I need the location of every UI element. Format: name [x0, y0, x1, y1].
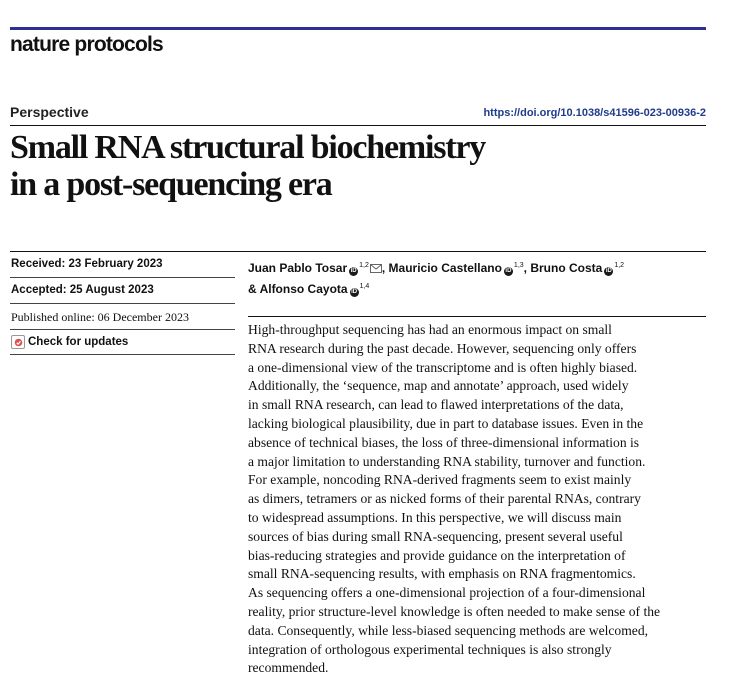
received-date: Received: 23 February 2023 [11, 258, 163, 270]
title-divider [10, 251, 706, 252]
check-updates-button[interactable] [11, 335, 128, 349]
author-name[interactable]: Mauricio Castellano [388, 261, 502, 275]
abstract-line: For example, noncoding RNA-derived fragments seem to exist mainly [248, 472, 632, 488]
abstract [248, 321, 708, 678]
abstract-line: absence of technical biases, the loss of three-dimensional information is [248, 434, 640, 450]
orcid-icon[interactable]: iD [605, 268, 612, 274]
published-date: Published online: 06 December 2023 [11, 310, 189, 324]
author-affiliation: 1,4 [359, 283, 370, 290]
abstract-line: bias-reducing strategies and provide guidance on the interpretation of [248, 547, 626, 563]
author-affiliation: 1,3 [513, 262, 524, 269]
meta-divider-4 [10, 354, 235, 355]
header-divider [10, 125, 706, 126]
doi-link[interactable]: https://doi.org/10.1038/s41596-023-00936-2 [483, 107, 706, 119]
meta-divider-2 [10, 303, 235, 304]
author-list [248, 257, 708, 298]
abstract-line: a major limitation to understanding RNA stability, turnover and function. [248, 453, 646, 469]
envelope-icon[interactable] [370, 261, 382, 278]
abstract-line: RNA research during the past decade. However, sequencing only offers [248, 340, 637, 356]
meta-divider-3 [10, 329, 235, 330]
orcid-icon[interactable]: iD [505, 268, 512, 274]
author-affiliation: 1,2 [614, 262, 625, 269]
author-name[interactable]: Bruno Costa [530, 261, 603, 275]
author-affiliation: 1,2 [359, 262, 369, 269]
abstract-line: High-throughput sequencing has had an enormous impact on small [248, 322, 612, 337]
journal-top-bar [10, 27, 706, 30]
orcid-icon[interactable]: iD [351, 289, 358, 295]
abstract-line: reality, prior structure-level knowledge is often needed to make sense of the [248, 603, 661, 619]
article-type: Perspective [10, 104, 89, 120]
abstract-line: Additionally, the ‘sequence, map and annotate’ approach, used widely [248, 378, 629, 394]
accepted-date: Accepted: 25 August 2023 [11, 284, 154, 296]
abstract-line: a one-dimensional view of the transcriptome and is often highly biased. [248, 359, 638, 375]
abstract-line: lacking biological plausibility, due in part to database issues. Even in the [248, 415, 644, 431]
article-title [10, 129, 485, 203]
title-line-2: in a post-sequencing era [10, 166, 332, 203]
check-updates-label: Check for updates [28, 336, 129, 348]
abstract-divider [248, 316, 706, 317]
author-name[interactable]: Juan Pablo Tosar [248, 261, 348, 275]
abstract-line: data. Consequently, while less-biased sequencing methods are welcomed, [248, 622, 649, 638]
author-separator: , [381, 261, 389, 275]
abstract-line: as dimers, tetramers or as nicked forms of their parental RNAs, contrary [248, 491, 641, 507]
author-separator: & [248, 282, 260, 296]
orcid-icon[interactable]: iD [350, 268, 357, 274]
abstract-line: small RNA-sequencing results, with emphasis on RNA fragmentomics. [248, 566, 636, 582]
author-separator: , [523, 261, 531, 275]
author-name[interactable]: Alfonso Cayota [259, 282, 348, 296]
meta-divider-1 [10, 277, 235, 278]
abstract-line: in small RNA research, can lead to flawed interpretations of the data, [248, 397, 624, 413]
abstract-line: As sequencing offers a one-dimensional projection of a four-dimensional [248, 585, 646, 601]
abstract-line: to widespread assumptions. In this perspective, we will discuss main [248, 509, 622, 525]
check-updates-icon [11, 335, 25, 349]
abstract-line: integration of orthologous experimental techniques is also strongly [248, 641, 612, 657]
abstract-line: sources of bias during small RNA-sequencing, present several useful [248, 528, 623, 544]
journal-name: nature protocols [10, 33, 163, 56]
title-line-1: Small RNA structural biochemistry [10, 129, 486, 166]
abstract-line: recommended. [248, 660, 329, 676]
